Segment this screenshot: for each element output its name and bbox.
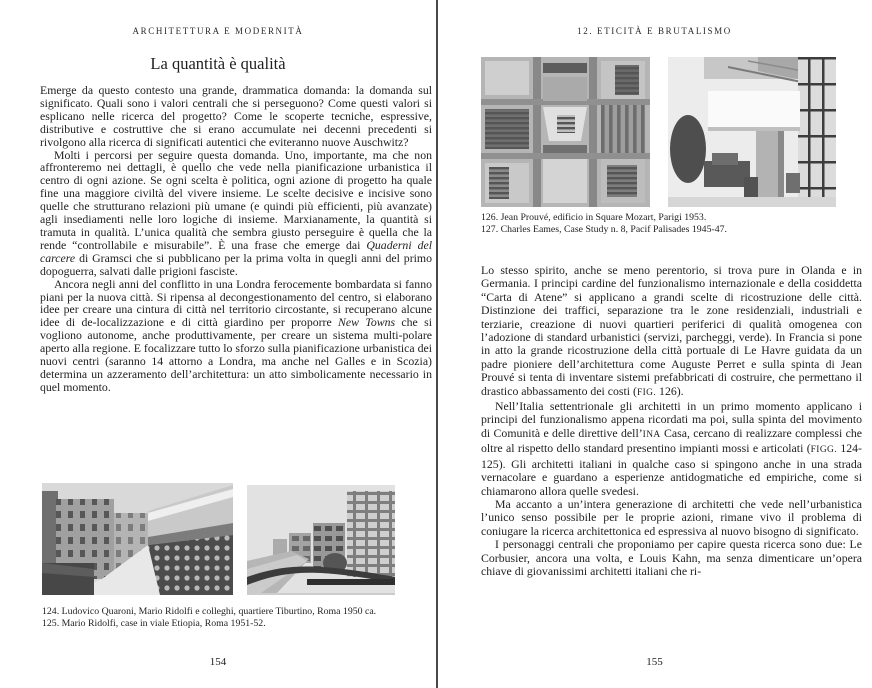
caption-127: 127. Charles Eames, Case Study n. 8, Pacif Palisades 1945-47. [481, 224, 727, 235]
figure-125-photo [247, 485, 395, 595]
paragraph: Ma accanto a un’intera generazione di architetti che vede nell’urbanistica l’unico senso possibile per le proprie azioni, rimane vivo il problema di coniugare la ricerca architettonica ed espressiva al nuovo bisogno di significato. [481, 496, 862, 538]
paragraph: I personaggi centrali che proponiamo per capire questa ricerca sono due: Le Corbusier, ancora una volta, e Louis Kahn, ma senza dimenticare un’opera chiave di giovanissimi architetti italiani che ri- [481, 537, 862, 578]
page-number-left: 154 [209, 656, 227, 668]
caption-124: 124. Ludovico Quaroni, Mario Ridolfi e colleghi, quartiere Tiburtino, Roma 1950 ca. [42, 606, 377, 617]
paragraph: Lo stesso spirito, anche se meno perentorio, si trova pure in Olanda e in Germania. I principi cardine del funzionalismo internazionale e della cosiddetta “Carta di Atene” si applicano a grandi scelte di ricostruzione delle città. Distinzione dei traffici, separazione tra le zone residenziali, industriali e terziarie, creazione di nuovi quartieri periferici di qualità omogenea con l’adozione di standard urbanistici (servizi, parcheggi, verde). In Francia si pone in atto la grande ricostruzione della città portuale di Le Havre guidata da un padre pioniere dell’architettura come Auguste Perret e sulla spinta di Jean Prouvé si tenta di inventare sistemi prefabbricati di costruire, che permettano il drastico abbassamento dei costi (FIG. 126). [481, 263, 862, 398]
running-head-left: ARCHITETTURA E MODERNITÀ [132, 26, 304, 36]
page-number-right: 155 [646, 656, 663, 668]
figures-row-left [42, 483, 395, 595]
figure-127-photo [668, 57, 836, 207]
chapter-title: La quantità è qualità [150, 54, 286, 73]
paragraph: Molti i percorsi per seguire questa domanda. Uno, importante, ma che non affronteremo nei dettagli, è quello che vede nella pianificazione urbanistica il centro di ogni azione. Se ogni scelta è politica, ogni azione di progetto ha quale fine una maggiore civiltà del vivere insieme. Le scelte decisive e incisive sono quelle che strutturano relazioni più umane (e quindi più efficienti, più avanzate) agli insediamenti nelle loro logiche di insieme. Marxianamente, la quantità si tramuta in qualità. L’unica qualità che sembra giusto perseguire è quella che la rende “controllabile e misurabile”. È una frase che emerge dai Quaderni del carcere di Gramsci che si pubblicano per la prima volta in quegli anni del primo dopoguerra, salvati dalle prigioni fasciste. [40, 147, 432, 278]
paragraph: Ancora negli anni del conflitto in una Londra ferocemente bombardata si fanno piani per la nuova città. Si ripensa al decongestionamento del centro, si elaborano idee per creare una cintura di città nel territorio circostante, si recuperano alcune idee di de-localizzazione e di città giardino per proporre New Towns che si vogliono autonome, anche produttivamente, per creare un sistema multi-polare aperto alla regione. E focalizzare tutto lo sforzo sulla pianificazione urbanistica dei nuovi centri (saranno 14 attorno a Londra, ma anche nel Galles e in Scozia) determina un azzeramento dell’architettura: un atto simbolicamente necessario in quel momento. [40, 276, 432, 394]
body-text-right [481, 264, 862, 578]
figure-captions-left [42, 606, 434, 630]
paragraph: Emerge da questo contesto una grande, drammatica domanda: la domanda sul significato. Quali sono i valori centrali che si perseguono? Come questi valori si esplicano nelle ricerca del progetto? Come le scoperte tecniche, espressive, distributive e costruttive che si erano accumulate nei decenni precedenti si rivolgono alla ricerca di significati autentici che eviteranno nuove Auschwitz? [40, 83, 432, 149]
figure-126-photo [481, 57, 650, 207]
figure-captions-right [481, 212, 862, 236]
caption-125: 125. Mario Ridolfi, case in viale Etiopia, Roma 1951-52. [42, 618, 266, 629]
right-page [437, 0, 872, 688]
body-text-left [40, 84, 432, 394]
running-head-right: 12. ETICITÀ E BRUTALISMO [577, 26, 732, 36]
figures-row-right [481, 57, 836, 207]
paragraph: Nell’Italia settentrionale gli architetti in un primo momento applicano i principi del funzionalismo appena ricordati ma poi, sulla spinta del movimento di Comunità e delle direttive dell’INA Casa, cercano di realizzare complessi che oltre al rispetto dello standard presentino impianti mossi e articolati (FIGG. 124-125). Gli architetti italiani in qualche caso si spingono anche in una strada vernacolare e guardano a esperienze antidogmatiche ed empiriche, come si chiamarono allora quelle svedesi. [481, 399, 862, 498]
figure-124-photo [42, 483, 233, 595]
caption-126: 126. Jean Prouvé, edificio in Square Mozart, Parigi 1953. [481, 212, 707, 223]
